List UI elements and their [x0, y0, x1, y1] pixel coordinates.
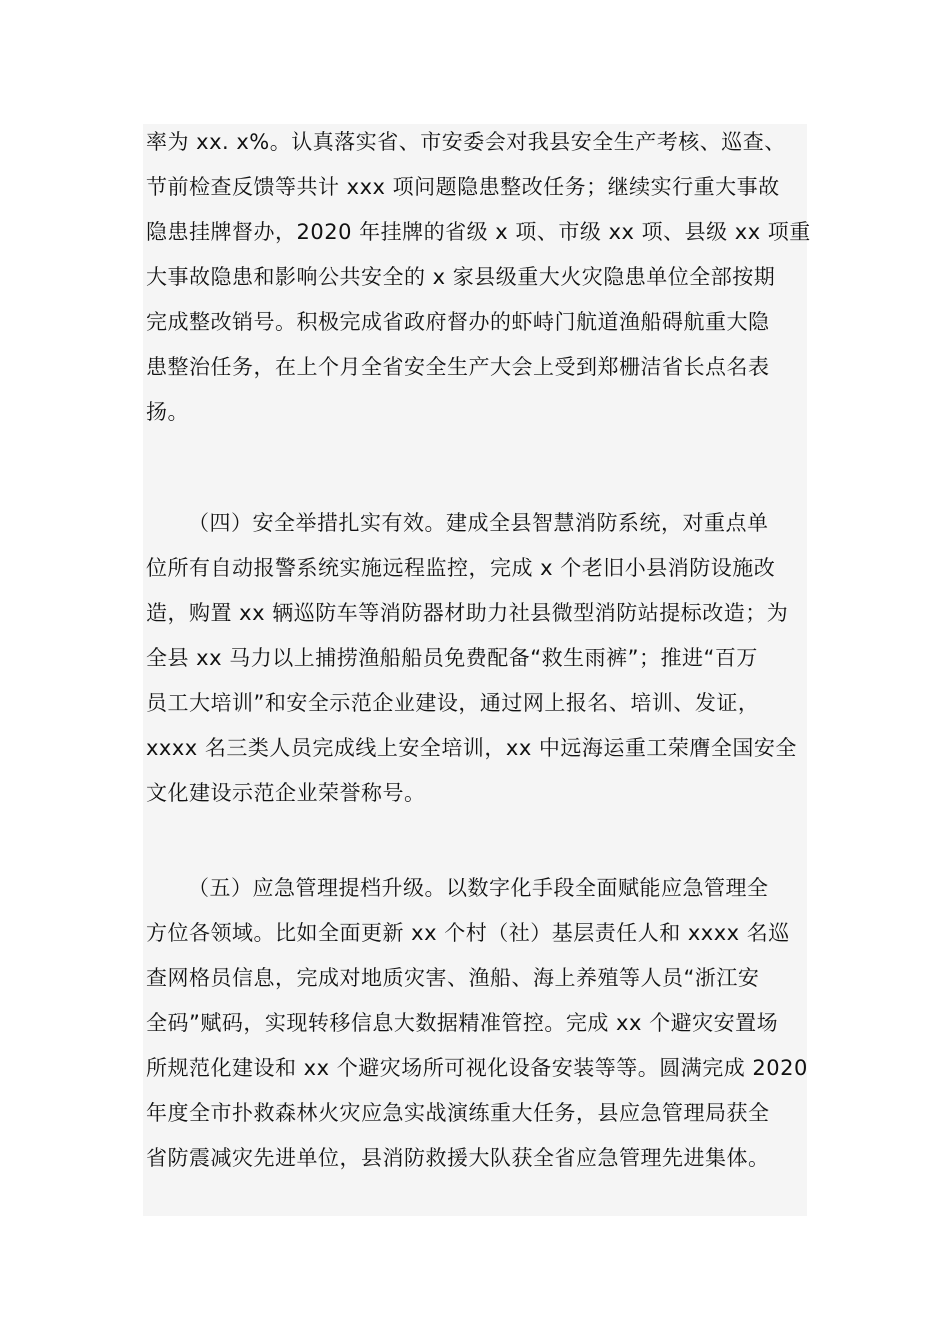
paragraph-line: 扬。	[146, 400, 189, 424]
paragraph-line: 员工大培训”和安全示范企业建设，通过网上报名、培训、发证，	[146, 691, 760, 715]
paragraph-line: 大事故隐患和影响公共安全的 x 家县级重大火灾隐患单位全部按期	[146, 265, 776, 289]
paragraph-line: xxxx 名三类人员完成线上安全培训，xx 中远海运重工荣膺全国安全	[146, 736, 797, 760]
paragraph-line: 所规范化建设和 xx 个避灾场所可视化设备安装等等。圆满完成 2020	[146, 1056, 808, 1080]
paragraph-line: 全县 xx 马力以上捕捞渔船船员免费配备“救生雨裤”；推进“百万	[146, 646, 758, 670]
paragraph-line: 患整治任务，在上个月全省安全生产大会上受到郑栅洁省长点名表	[146, 355, 770, 379]
paragraph-line: 隐患挂牌督办，2020 年挂牌的省级 x 项、市级 xx 项、县级 xx 项重	[146, 220, 811, 244]
paragraph-line: 造，购置 xx 辆巡防车等消防器材助力社县微型消防站提标改造；为	[146, 601, 789, 625]
paragraph-line: 位所有自动报警系统实施远程监控，完成 x 个老旧小县消防设施改	[146, 556, 776, 580]
paragraph-line: 方位各领域。比如全面更新 xx 个村（社）基层责任人和 xxxx 名巡	[146, 921, 790, 945]
paragraph-line: 完成整改销号。积极完成省政府督办的虾峙门航道渔船碍航重大隐	[146, 310, 770, 334]
paragraph-line: 省防震减灾先进单位，县消防救援大队获全省应急管理先进集体。	[146, 1146, 770, 1170]
section-heading-line: （五）应急管理提档升级。以数字化手段全面赋能应急管理全	[188, 876, 769, 900]
paragraph-line: 年度全市扑救森林火灾应急实战演练重大任务，县应急管理局获全	[146, 1101, 770, 1125]
paragraph-line: 全码”赋码，实现转移信息大数据精准管控。完成 xx 个避灾安置场	[146, 1011, 779, 1035]
section-heading-line: （四）安全举措扎实有效。建成全县智慧消防系统，对重点单	[188, 511, 769, 535]
paragraph-line: 节前检查反馈等共计 xxx 项问题隐患整改任务；继续实行重大事故	[146, 175, 780, 199]
paragraph-line: 文化建设示范企业荣誉称号。	[146, 781, 426, 805]
paragraph-line: 率为 xx. x%。认真落实省、市安委会对我县安全生产考核、巡查、	[146, 130, 786, 154]
paragraph-line: 查网格员信息，完成对地质灾害、渔船、海上养殖等人员“浙江安	[146, 966, 760, 990]
